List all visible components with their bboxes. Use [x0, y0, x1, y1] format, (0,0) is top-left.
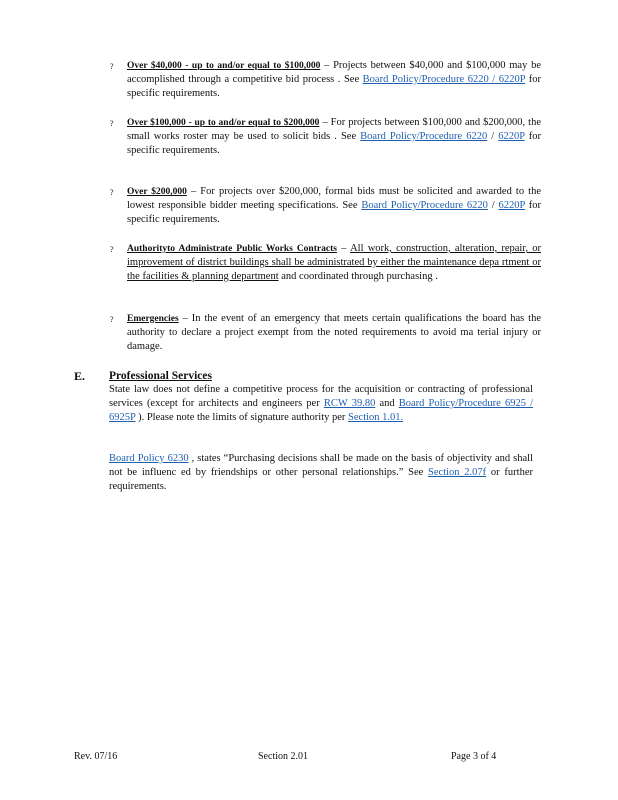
- policy-link[interactable]: Board Policy/Procedure 6220: [361, 200, 488, 211]
- bullet-text: and coordinated through purchasing .: [278, 271, 438, 282]
- bullet-marker: ?: [110, 245, 114, 254]
- bullet-item-1: [127, 59, 541, 101]
- footer-revision: Rev. 07/16: [74, 751, 118, 762]
- underlined-text: All work, construction, alteration, repair, or improvement of district buildings shall be administrated by either the maintenance depa rtment or the facilities & planning department: [127, 243, 542, 282]
- paragraph-text: ). Please note the limits of signature authority per: [135, 412, 349, 423]
- paragraph-text: , states “Purchasing decisions shall be made on the basis of objectivity and shall not be influenc ed by friendships or other personal relationships.” See: [109, 453, 533, 478]
- bullet-marker: ?: [110, 188, 114, 197]
- bullet-marker: ?: [110, 62, 114, 71]
- bullet-text: – For projects over $200,000, formal bids must be solicited and awarded to the lowest responsible bidder meeting specifications. See: [127, 186, 541, 211]
- bullet-item-4: [127, 242, 541, 284]
- policy-link[interactable]: Board Policy/Procedure 6220 / 6220P: [362, 74, 526, 85]
- bullet-item-2: [127, 116, 541, 158]
- procedure-link[interactable]: 6220P: [498, 200, 525, 211]
- separator: /: [487, 200, 499, 211]
- footer-page-number: Page 3 of 4: [451, 751, 497, 762]
- policy-link[interactable]: Board Policy 6230: [109, 453, 189, 464]
- policy-link[interactable]: Board Policy/Procedure 6925 / 6925P: [109, 398, 533, 423]
- separator: /: [487, 131, 499, 142]
- section-link[interactable]: Section 2.07f: [428, 467, 487, 478]
- paragraph-text: or further requirements.: [109, 467, 533, 492]
- section-paragraph-2: [109, 452, 533, 494]
- policy-link[interactable]: Board Policy/Procedure 6220: [360, 131, 488, 142]
- paragraph-text: and: [375, 398, 399, 409]
- bullet-item-3: [127, 185, 541, 227]
- bullet-marker: ?: [110, 119, 114, 128]
- section-paragraph-1: [109, 383, 533, 425]
- section-title: Professional Services: [109, 370, 212, 382]
- bullet-text: for specific requirements.: [127, 200, 542, 225]
- bullet-text: – For projects between $100,000 and $200,000, the small works roster may be used to solicit bids . See: [127, 117, 541, 142]
- bullet-heading: Authorityto Administrate Public Works Contracts: [127, 244, 337, 254]
- bullet-heading: Over $100,000 - up to and/or equal to $200,000: [127, 118, 320, 128]
- paragraph-text: State law does not define a competitive process for the acquisition or contracting of professional services (except for architects and engineers per: [109, 384, 533, 409]
- bullet-text: –: [336, 243, 351, 254]
- bullet-heading: Over $40,000 - up to and/or equal to $100,000: [127, 61, 321, 71]
- bullet-text: – In the event of an emergency that meets certain qualifications the board has the authority to declare a project exempt from the noted requirements to avoid ma terial injury or damage.: [127, 313, 541, 352]
- section-letter: E.: [74, 369, 86, 383]
- bullet-item-5: [127, 312, 541, 354]
- bullet-text: – Projects between $40,000 and $100,000 may be accomplished through a competitive bid process . See: [127, 60, 541, 85]
- bullet-heading: Over $200,000: [127, 187, 187, 197]
- procedure-link[interactable]: 6220P: [498, 131, 525, 142]
- bullet-marker: ?: [110, 315, 114, 324]
- section-link[interactable]: Section 1.01.: [348, 412, 404, 423]
- footer-section: Section 2.01: [258, 751, 308, 762]
- bullet-text: for specific requirements.: [127, 131, 542, 156]
- bullet-text: for specific requirements.: [127, 74, 541, 99]
- bullet-heading: Emergencies: [127, 314, 179, 324]
- rcw-link[interactable]: RCW 39.80: [323, 398, 376, 409]
